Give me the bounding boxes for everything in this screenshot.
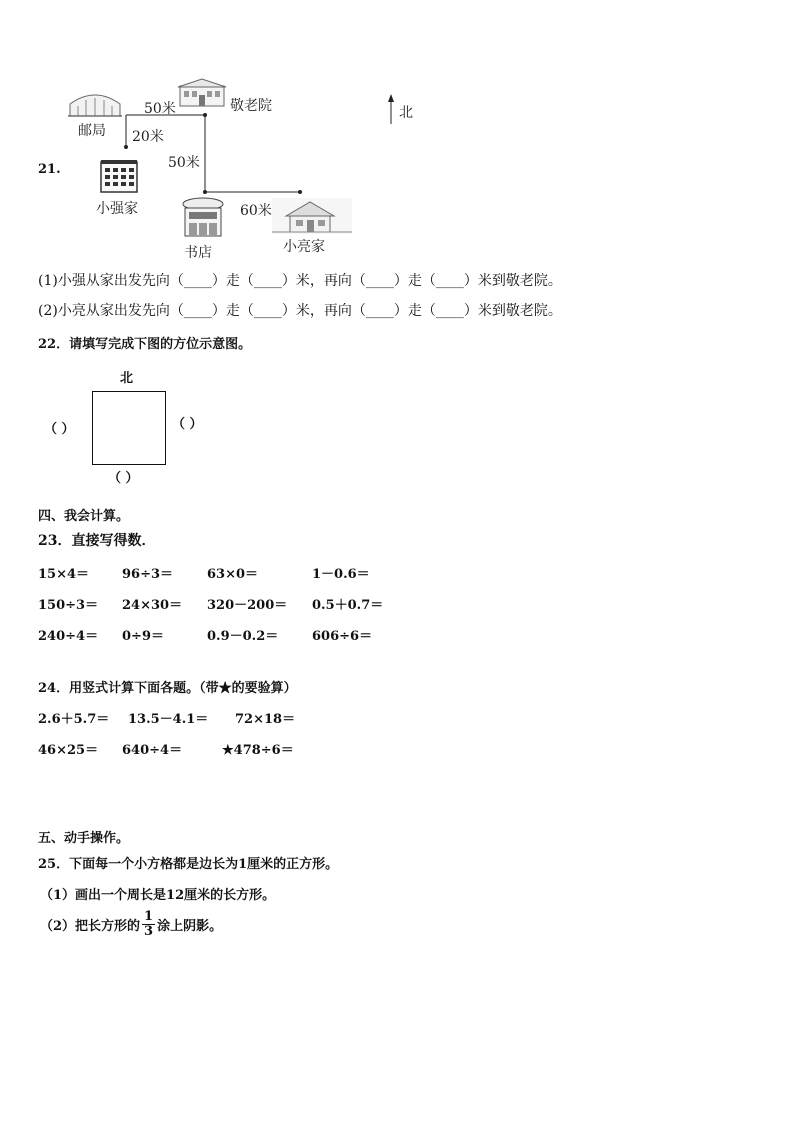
q23-item: 0.9－0.2＝ <box>207 629 279 644</box>
q23-item: 63×0＝ <box>207 567 259 582</box>
q21-question-1: (1)小强从家出发先向（____）走（____）米，再向（____）走（____）米到敬老院。 <box>38 273 562 289</box>
q24-item: 13.5－4.1＝ <box>128 712 209 727</box>
q23-item: 15×4＝ <box>38 567 90 582</box>
q24-item: 46×25＝ <box>38 743 99 758</box>
q23-item: 1－0.6＝ <box>312 567 370 582</box>
q21-question-2: (2)小亮从家出发先向（____）走（____）米，再向（____）走（____）米到敬老院。 <box>38 303 562 319</box>
xiaoqiang-home-label: 小强家 <box>96 201 138 217</box>
q22-north-label: 北 <box>120 371 134 386</box>
q23-item: 606÷6＝ <box>312 629 373 644</box>
dist-bookstore-to-xiaoliang: 60米 <box>240 203 272 219</box>
q25-part-2 <box>40 910 222 939</box>
xiaoliang-home-icon <box>272 198 352 234</box>
q25-part-2-suffix: 涂上阴影。 <box>157 919 223 934</box>
section-4-heading: 四、我会计算。 <box>38 509 130 524</box>
q22-square <box>92 391 166 465</box>
post-office-label: 邮局 <box>78 123 106 139</box>
q22-bottom-blank: （ ） <box>108 471 139 486</box>
post-office-icon <box>66 88 124 118</box>
q24-item: 640÷4＝ <box>122 743 183 758</box>
nursing-home-icon <box>176 78 228 108</box>
bookstore-label: 书店 <box>184 245 212 261</box>
q24-title: 24．用竖式计算下面各题。（带★的要验算） <box>38 681 297 696</box>
q25-part-1: （1）画出一个周长是12厘米的长方形。 <box>40 888 276 903</box>
dist-post-to-nursing: 50米 <box>144 101 176 117</box>
xiaoliang-home-label: 小亮家 <box>283 239 325 255</box>
q23-title: 23．直接写得数． <box>38 533 156 549</box>
q25-part-2-prefix: （2）把长方形的 <box>40 919 141 934</box>
q23-item: 240÷4＝ <box>38 629 99 644</box>
q22-left-blank: （ ） <box>44 422 75 437</box>
q23-item: 96÷3＝ <box>122 567 174 582</box>
fraction-numerator: 1 <box>144 909 154 924</box>
q25-title: 25．下面每一个小方格都是边长为1厘米的正方形。 <box>38 857 339 872</box>
q23-item: 320－200＝ <box>207 598 288 613</box>
dist-post-down: 20米 <box>132 129 164 145</box>
bookstore-icon <box>180 196 226 240</box>
q24-item: ★478÷6＝ <box>222 743 294 758</box>
fraction-one-third <box>142 910 155 939</box>
q23-item: 0.5＋0.7＝ <box>312 598 384 613</box>
nursing-home-label: 敬老院 <box>230 98 272 114</box>
xiaoqiang-home-icon <box>99 158 139 194</box>
q21-number: 21. <box>38 162 61 177</box>
section-5-heading: 五、动手操作。 <box>38 831 130 846</box>
q24-item: 2.6＋5.7＝ <box>38 712 110 727</box>
q23-item: 0÷9＝ <box>122 629 164 644</box>
q23-item: 150÷3＝ <box>38 598 99 613</box>
fraction-denominator: 3 <box>144 924 154 939</box>
q21-map-lines <box>0 0 794 270</box>
q22-title: 22．请填写完成下图的方位示意图。 <box>38 337 252 352</box>
north-label: 北 <box>399 105 413 121</box>
q22-right-blank: （ ） <box>172 417 203 432</box>
q23-item: 24×30＝ <box>122 598 183 613</box>
q24-item: 72×18＝ <box>235 712 296 727</box>
dist-vertical: 50米 <box>168 155 200 171</box>
